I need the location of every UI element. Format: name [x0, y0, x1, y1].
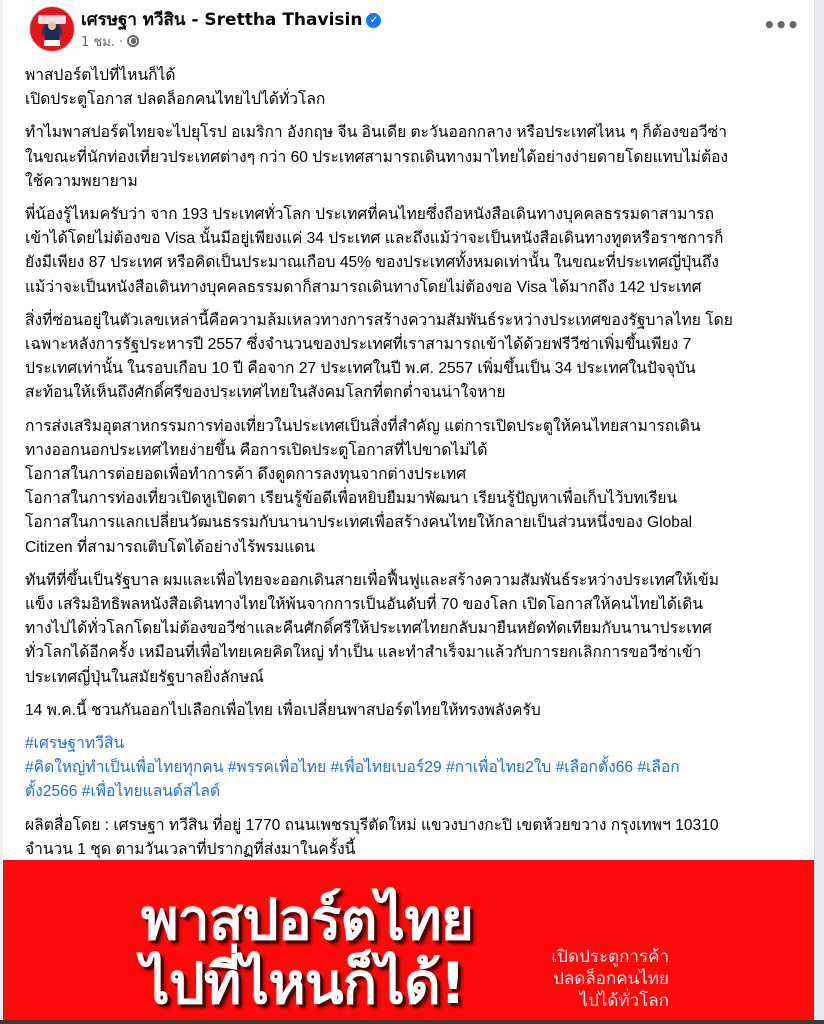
text-line: 14 พ.ค.นี้ ชวนกันออกไปเลือกเพื่อไทย เพื่อเปลี่ยนพาสปอร์ตไทยให้ทรงพลังครับ	[25, 701, 541, 719]
text-line: ประเทศเท่านั้น ในรอบเกือบ 10 ปี คือจาก 27 ประเทศในปี พ.ศ. 2557 เพิ่มขึ้นเป็น 34 ประเทศในปัจจุบัน	[25, 360, 696, 378]
post-image-banner[interactable]	[3, 860, 814, 1024]
text-line: ทั่วโลกได้อีกครั้ง เหมือนที่เพื่อไทยเคยคิดใหญ่ ทำเป็น และทำสำเร็จมาแล้วกับการยกเลิกการขอวีซ่าเข้า	[25, 644, 702, 662]
text-line: ทางไปได้ทั่วโลกโดยไม่ต้องขอวีซ่าและคืนศักดิ์ศรีให้ประเทศไทยกลับมายืนหยัดทัดเทียมกับนานาประเทศ	[25, 620, 712, 638]
paragraph-opportunities	[25, 415, 801, 560]
text-line: เฉพาะหลังการรัฐประหารปี 2557 ซึ่งจำนวนของประเทศที่เราสามารถเข้าได้ด้วยฟรีวีซ่าเพิ่มขึ้นเพียง 7	[25, 336, 692, 354]
post-body	[25, 64, 801, 871]
text-line: Citizen ที่สามารถเติบโตได้อย่างไร้พรมแดน	[25, 538, 316, 556]
right-gutter	[814, 0, 824, 1024]
globe-icon	[127, 35, 139, 47]
paragraph-statistics	[25, 203, 801, 300]
hashtag-links-row[interactable]: ตั้ง2566 #เพื่อไทยแลนด์สไลด์	[25, 783, 221, 801]
text-line: ทางออกนอกประเทศไทยง่ายขึ้น คือการเปิดประตูโอกาสที่ไปขาดไม่ได้	[25, 441, 488, 459]
banner-subtitle-line: ปลดล็อกคนไทย	[553, 969, 669, 989]
text-line: จำนวน 1 ชุด ตามวันเวลาที่ปรากฏที่ส่งมาในครั้งนี้	[25, 840, 356, 858]
text-line: เข้าได้โดยไม่ต้องขอ Visa นั้นมีอยู่เพียงแค่ 34 ประเทศ และถึงแม้ว่าจะเป็นหนังสือเดินทางทูตหรือราชการก็	[25, 230, 724, 248]
text-line: โอกาสในการต่อยอดเพื่อทำการค้า ดึงดูดการลงทุนจากต่างประเทศ	[25, 466, 467, 484]
author-name[interactable]: เศรษฐา ทวีสิน - Srettha Thavisin	[81, 10, 363, 30]
text-line: ใช้ความพยายาม	[25, 172, 138, 190]
text-line: ประเทศญี่ปุ่นในสมัยรัฐบาลยิ่งลักษณ์	[25, 668, 264, 686]
text-line: ทันทีที่ขึ้นเป็นรัฐบาล ผมและเพื่อไทยจะออกเดินสายเพื่อฟื้นฟูและสร้างความสัมพันธ์ระหว่างประเทศให้เข้ม	[25, 571, 719, 589]
text-line: ทำไมพาสปอร์ตไทยจะไปยุโรป อเมริกา อังกฤษ จีน อินเดีย ตะวันออกกลาง หรือประเทศไหน ๆ ก็ต้องขอวีซ่า	[25, 124, 728, 142]
text-line: การส่งเสริมอุตสาหกรรมการท่องเที่ยวในประเทศเป็นสิ่งที่สำคัญ แต่การเปิดประตูให้คนไทยสามารถเดิน	[25, 417, 701, 435]
text-line: ยังมีเพียง 87 ประเทศ หรือคิดเป็นประมาณเกือบ 45% ของประเทศทั้งหมดเท่านั้น ในขณะที่ประเทศญี่ปุ่นถึง	[25, 254, 719, 272]
text-line: โอกาสในการท่องเที่ยวเปิดหูเปิดตา เรียนรู้ข้อดีเพื่อหยิบยืมมาพัฒนา เรียนรู้ปัญหาเพื่อเก็บไว้บทเรียน	[25, 490, 678, 508]
author-name-link[interactable]	[81, 6, 381, 33]
post-timestamp-link[interactable]: 1 ชม. ·	[81, 35, 128, 50]
avatar-number-tag	[44, 40, 60, 46]
hashtag-link[interactable]: #เศรษฐาทวีสิน	[25, 735, 125, 753]
verified-badge-icon: ✓	[366, 13, 381, 28]
text-line: สะท้อนให้เห็นถึงศักดิ์ศรีของประเทศไทยในสังคมโลกที่ตกต่ำจนน่าใจหาย	[25, 384, 506, 402]
more-options-button[interactable]: •••	[763, 13, 799, 37]
paragraph-call-to-vote	[25, 699, 801, 723]
bottom-edge	[0, 1020, 824, 1024]
banner-subtitle-line: ไปได้ทั่วโลก	[579, 991, 669, 1011]
text-line: แข็ง เสริมอิทธิพลหนังสือเดินทางไทยให้พ้นจากการเป็นอันดับที่ 70 ของโลก เปิดโอกาสให้คนไทยได้เดิน	[25, 596, 704, 614]
banner-subtitle-line: เปิดประตูการค้า	[551, 947, 669, 967]
paragraph-failure	[25, 309, 801, 406]
text-line: สิ่งที่ซ่อนอยู่ในตัวเลขเหล่านี้คือความล้มเหลวทางการสร้างความสัมพันธ์ระหว่างประเทศของรัฐบาลไทย โดย	[25, 311, 733, 329]
post-card	[3, 0, 814, 1024]
paragraph-government-plan	[25, 569, 801, 690]
avatar[interactable]	[29, 6, 75, 52]
text-line: พาสปอร์ตไปที่ไหนก็ได้	[25, 67, 176, 84]
text-line: โอกาสในการแลกเปลี่ยนวัฒนธรรมกับนานาประเทศเพื่อสร้างคนไทยให้กลายเป็นส่วนหนึ่งของ Global	[25, 514, 693, 532]
post-header	[3, 0, 814, 58]
text-line: พี่น้องรู้ไหมครับว่า จาก 193 ประเทศทั่วโลก ประเทศที่คนไทยซึ่งถือหนังสือเดินทางบุคคลธรรมดาสามารถ	[25, 206, 715, 224]
paragraph-why-visa	[25, 121, 801, 194]
media-credits	[25, 814, 801, 862]
avatar-face	[48, 22, 56, 30]
text-line: เปิดประตูโอกาส ปลดล็อกคนไทยไปได้ทั่วโลก	[25, 91, 326, 109]
text-line: ผลิตสื่อโดย : เศรษฐา ทวีสิน ที่อยู่ 1770 ถนนเพชรบุรีตัดใหม่ แขวงบางกะปิ เขตห้วยขวาง กรุงเทพฯ 10310	[25, 816, 719, 834]
text-line: แม้ว่าจะเป็นหนังสือเดินทางบุคคลธรรมดาก็สามารถเดินทางโดยไม่ต้องขอ Visa ได้มากถึง 142 ประเทศ	[25, 278, 702, 296]
banner-title-line: ไปที่ไหนก็ได้!	[141, 951, 465, 1017]
banner-title	[141, 888, 473, 1016]
post-meta	[81, 31, 139, 52]
banner-title-line: พาสปอร์ตไทย	[141, 887, 474, 953]
paragraph-headline	[25, 64, 801, 112]
hashtags	[25, 732, 801, 805]
hashtag-links-row[interactable]: #คิดใหญ่ทำเป็นเพื่อไทยทุกคน #พรรคเพื่อไทย #เพื่อไทยเบอร์29 #กาเพื่อไทย2ใบ #เลือกตั้ง66 #เลือก	[25, 759, 680, 777]
banner-subtitle	[531, 946, 669, 1012]
text-line: ในขณะที่นักท่องเที่ยวประเทศต่างๆ กว่า 60 ประเทศสามารถเดินทางมาไทยได้อย่างง่ายดายโดยแทบไม่ต้อง	[25, 148, 729, 166]
